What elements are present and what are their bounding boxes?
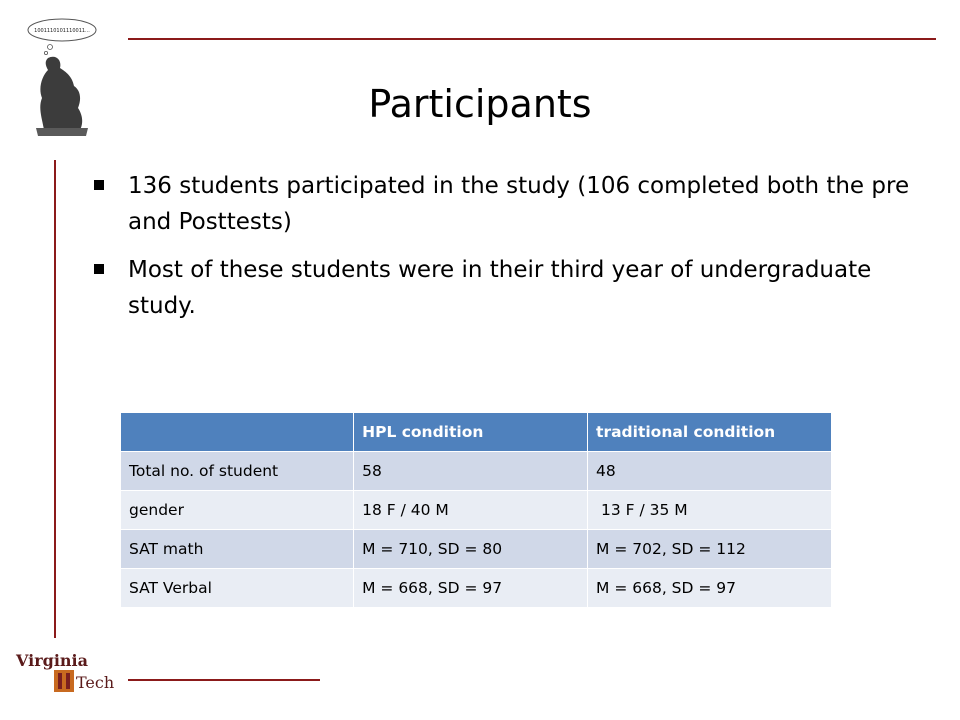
table-cell: SAT Verbal (121, 569, 354, 608)
bullet-text: Most of these students were in their third year of undergraduate study. (128, 257, 872, 319)
table-cell: M = 710, SD = 80 (354, 530, 588, 569)
table-cell: 48 (588, 452, 832, 491)
bottom-rule (128, 679, 320, 681)
bullet-list (92, 168, 922, 336)
square-bullet-icon (94, 180, 104, 190)
table-cell: 58 (354, 452, 588, 491)
table-cell: SAT math (121, 530, 354, 569)
table-header-cell (121, 413, 354, 452)
table-header-row (121, 413, 832, 452)
thought-bubble-text: 1001110101110011... (34, 28, 90, 34)
table-row (121, 491, 832, 530)
table-cell: M = 668, SD = 97 (588, 569, 832, 608)
table-cell: M = 702, SD = 112 (588, 530, 832, 569)
table-cell: Total no. of student (121, 452, 354, 491)
logo-line2: Tech (76, 673, 115, 692)
participants-table (120, 412, 832, 608)
table-cell: gender (121, 491, 354, 530)
bullet-text: 136 students participated in the study (106 completed both the pre and Posttests) (128, 173, 910, 235)
table-header-cell: traditional condition (588, 413, 832, 452)
table-header-cell: HPL condition (354, 413, 588, 452)
bullet-item (92, 252, 922, 324)
virginia-tech-logo (14, 650, 118, 696)
table-cell: M = 668, SD = 97 (354, 569, 588, 608)
slide-title: Participants (368, 82, 592, 126)
top-rule (128, 38, 936, 40)
left-vertical-rule (54, 160, 56, 638)
logo-line1: Virginia (16, 651, 88, 670)
table-row (121, 452, 832, 491)
table-row (121, 569, 832, 608)
table-cell: 18 F / 40 M (354, 491, 588, 530)
square-bullet-icon (94, 264, 104, 274)
bullet-item (92, 168, 922, 240)
table-cell: 13 F / 35 M (588, 491, 832, 530)
table-row (121, 530, 832, 569)
